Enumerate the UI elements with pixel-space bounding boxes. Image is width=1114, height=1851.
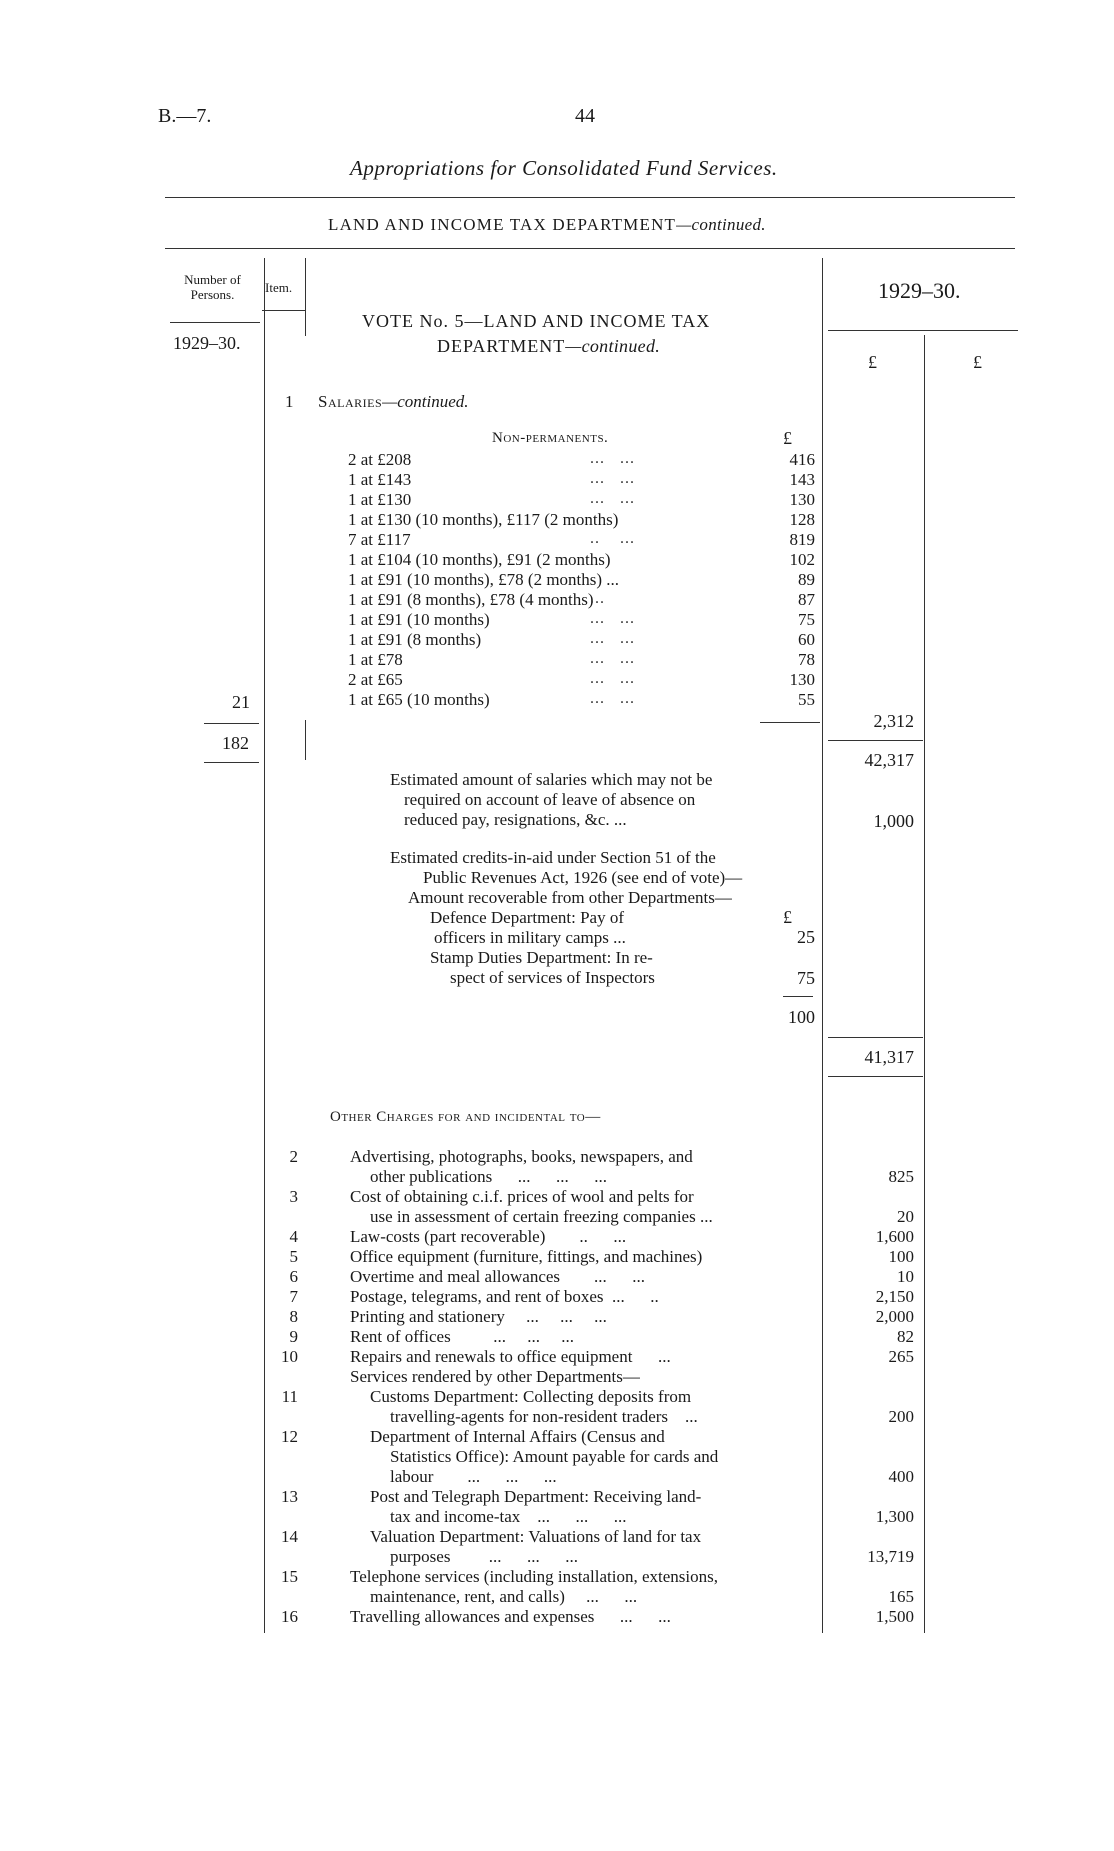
- service-item-text: Customs Department: Collecting deposits from: [370, 1387, 692, 1406]
- charge-item-text: maintenance, rent, and calls) ... ...: [370, 1587, 638, 1606]
- charge-item-number: 15: [281, 1567, 298, 1586]
- item-left-line: [264, 258, 265, 1633]
- document-ref: B.—7.: [158, 105, 212, 127]
- charge-item-amount: 165: [888, 1587, 914, 1606]
- charge-item-number: 14: [281, 1527, 298, 1546]
- salary-row-label: 1 at £65 (10 months): [348, 690, 490, 709]
- charge-item-number: 6: [289, 1267, 298, 1286]
- column-pound-b: £: [973, 352, 982, 372]
- non-permanents-pound: £: [783, 428, 792, 448]
- defence-pound: £: [783, 907, 792, 927]
- charge-item-text: Travelling allowances and expenses ... ...: [350, 1607, 671, 1626]
- net-total-rule-bottom: [828, 1076, 923, 1077]
- column-year-right: 1929–30.: [878, 278, 961, 303]
- charge-item-text: Cost of obtaining c.i.f. prices of wool and pelts for: [350, 1187, 694, 1206]
- credits-total-rule: [783, 996, 813, 997]
- department-heading: LAND AND INCOME TAX DEPARTMENT—continued.: [328, 215, 766, 234]
- column-header-item: Item.: [265, 280, 293, 295]
- item-right-line-mid: [305, 720, 306, 760]
- salary-row-amount: 128: [789, 510, 815, 529]
- salary-row-amount: 60: [798, 630, 815, 649]
- amount-header-rule: [828, 330, 1018, 331]
- salaries-item-number: 1: [285, 392, 294, 411]
- service-item-text: travelling-agents for non-resident traders ...: [390, 1407, 698, 1426]
- charge-item-number: 7: [289, 1287, 298, 1306]
- charge-item-amount: 13,719: [867, 1547, 914, 1566]
- column-year-left: 1929–30.: [173, 333, 241, 353]
- amount-mid-line: [924, 335, 925, 1633]
- charge-item-text: Printing and stationery ... ... ...: [350, 1307, 607, 1326]
- service-item-text: tax and income-tax ... ... ...: [390, 1507, 627, 1526]
- charge-item-amount: 400: [888, 1467, 914, 1486]
- charge-item-text: Office equipment (furniture, fittings, and machines): [350, 1247, 703, 1266]
- charge-item-amount: 20: [897, 1207, 914, 1226]
- service-item-text: Post and Telegraph Department: Receiving land-: [370, 1487, 702, 1506]
- net-total: 41,317: [864, 1047, 914, 1067]
- charge-item-text: other publications ... ... ...: [370, 1167, 608, 1186]
- salaries-total-rule: [828, 740, 923, 741]
- vote-subtitle: DEPARTMENT—continued.: [437, 336, 661, 356]
- service-item-text: labour ... ... ...: [390, 1467, 557, 1486]
- salary-row-dots: ... ...: [590, 610, 635, 627]
- salary-row-dots: ... ...: [590, 670, 635, 687]
- charge-item-amount: 2,150: [875, 1287, 914, 1306]
- salary-row-label: 1 at £104 (10 months), £91 (2 months): [348, 550, 611, 569]
- charge-item-amount: 10: [897, 1267, 914, 1286]
- salary-row-label: 1 at £91 (10 months), £78 (2 months) ...: [348, 570, 620, 589]
- stamp-duties-text: Stamp Duties Department: In re- spect of services of Inspectors: [430, 948, 655, 987]
- salaries-subtotal: 2,312: [873, 711, 914, 731]
- persons-rule-2: [204, 762, 259, 763]
- charge-item-number: 13: [281, 1487, 298, 1506]
- salary-row-label: 1 at £130 (10 months), £117 (2 months): [348, 510, 619, 529]
- salary-row-amount: 130: [789, 490, 815, 509]
- salary-row-label: 2 at £65: [348, 670, 403, 689]
- salary-row-label: 1 at £143: [348, 470, 412, 489]
- charge-item-amount: 1,500: [875, 1607, 914, 1626]
- leave-estimate-text: Estimated amount of salaries which may not be required on account of leave of absence on reduced pay, resignations, &c. ...: [390, 770, 713, 829]
- net-total-rule-top: [828, 1037, 923, 1038]
- persons-count-21: 21: [232, 692, 250, 712]
- charge-item-text: Advertising, photographs, books, newspapers, and: [350, 1147, 693, 1166]
- salary-row-dots: ... ...: [590, 450, 635, 467]
- service-item-text: Department of Internal Affairs (Census and: [370, 1427, 665, 1446]
- charge-item-number: 4: [289, 1227, 298, 1246]
- charge-item-amount: 200: [888, 1407, 914, 1426]
- salary-row-amount: 75: [798, 610, 815, 629]
- charge-item-amount: 1,300: [875, 1507, 914, 1526]
- salary-row-label: 1 at £130: [348, 490, 412, 509]
- services-heading: Services rendered by other Departments—: [350, 1367, 640, 1386]
- charge-item-amount: 100: [888, 1247, 914, 1266]
- charge-item-number: 10: [281, 1347, 298, 1366]
- service-item-text: Valuation Department: Valuations of land for tax: [370, 1527, 702, 1546]
- stamp-duties-amount: 75: [797, 968, 815, 988]
- salary-row-dots: ... ...: [590, 690, 635, 707]
- charge-item-number: 16: [281, 1607, 298, 1626]
- salary-row-dots: .. ...: [590, 530, 635, 547]
- salary-row-dots: ... ...: [590, 650, 635, 667]
- salaries-heading: Salaries—continued.: [318, 392, 469, 411]
- charge-item-amount: 265: [888, 1347, 914, 1366]
- charge-item-number: 5: [289, 1247, 298, 1266]
- salary-row-label: 1 at £91 (8 months), £78 (4 months): [348, 590, 594, 609]
- service-item-text: purposes ... ... ...: [390, 1547, 578, 1566]
- charge-item-text: use in assessment of certain freezing companies ...: [370, 1207, 713, 1226]
- column-header-persons: Number of Persons.: [184, 272, 241, 302]
- defence-department-text: Defence Department: Pay of officers in military camps ...: [430, 908, 626, 947]
- charge-item-number: 2: [289, 1147, 298, 1166]
- item-right-line-top: [305, 258, 306, 336]
- vote-title: VOTE No. 5—LAND AND INCOME TAX: [362, 311, 711, 331]
- credits-in-aid-text: Estimated credits-in-aid under Section 51 of the Public Revenues Act, 1926 (see end of vote)— Amount recoverable from other Departments—: [390, 848, 743, 907]
- charge-item-number: 3: [289, 1187, 298, 1206]
- leave-estimate-amount: 1,000: [873, 811, 914, 831]
- salary-row-dots: ... ...: [590, 630, 635, 647]
- credits-total: 100: [788, 1007, 815, 1027]
- persons-total-182: 182: [222, 733, 249, 753]
- salaries-total: 42,317: [864, 750, 914, 770]
- salary-row-amount: 102: [789, 550, 815, 569]
- salary-row-label: 1 at £91 (10 months): [348, 610, 490, 629]
- charge-item-amount: 825: [888, 1167, 914, 1186]
- salary-row-dots: ...: [590, 590, 605, 607]
- page-title: Appropriations for Consolidated Fund Services.: [350, 156, 778, 180]
- charge-item-amount: 82: [897, 1327, 914, 1346]
- charge-item-text: Repairs and renewals to office equipment ...: [350, 1347, 671, 1366]
- salary-row-amount: 819: [789, 530, 815, 549]
- salary-row-amount: 143: [789, 470, 815, 489]
- charge-item-text: Telephone services (including installation, extensions,: [350, 1567, 718, 1586]
- charge-item-number: 11: [281, 1387, 298, 1406]
- salary-row-label: 1 at £91 (8 months): [348, 630, 482, 649]
- amount-left-line: [822, 258, 823, 1633]
- defence-amount: 25: [797, 927, 815, 947]
- salaries-subtotal-rule: [760, 722, 820, 723]
- header-rule: [165, 248, 1015, 249]
- salary-row-dots: ... ...: [590, 470, 635, 487]
- salary-row-amount: 416: [789, 450, 815, 469]
- salary-row-amount: 78: [798, 650, 815, 669]
- charge-item-number: 8: [289, 1307, 298, 1326]
- column-pound-a: £: [868, 352, 877, 372]
- salary-row-label: 1 at £78: [348, 650, 403, 669]
- other-charges-heading: Other Charges for and incidental to—: [330, 1109, 601, 1125]
- charge-item-number: 12: [281, 1427, 298, 1446]
- salary-row-dots: ... ...: [590, 490, 635, 507]
- salary-row-label: 7 at £117: [348, 530, 411, 549]
- salary-row-label: 2 at £208: [348, 450, 412, 469]
- charge-item-amount: 1,600: [875, 1227, 914, 1246]
- persons-header-rule: [170, 322, 260, 323]
- salary-row-amount: 87: [798, 590, 815, 609]
- title-rule: [165, 197, 1015, 198]
- charge-item-amount: 2,000: [875, 1307, 914, 1326]
- non-permanents-heading: Non-permanents.: [492, 430, 609, 446]
- persons-rule-1: [204, 723, 259, 724]
- item-header-rule: [262, 310, 306, 311]
- salary-row-amount: 55: [798, 690, 815, 709]
- salary-row-amount: 89: [798, 570, 815, 589]
- charge-item-text: Law-costs (part recoverable) .. ...: [350, 1227, 627, 1246]
- salary-row-amount: 130: [789, 670, 815, 689]
- page-number: 44: [575, 105, 595, 127]
- charge-item-number: 9: [289, 1327, 298, 1346]
- charge-item-text: Rent of offices ... ... ...: [350, 1327, 574, 1346]
- charge-item-text: Overtime and meal allowances ... ...: [350, 1267, 646, 1286]
- service-item-text: Statistics Office): Amount payable for cards and: [390, 1447, 719, 1466]
- charge-item-text: Postage, telegrams, and rent of boxes ... ..: [350, 1287, 659, 1306]
